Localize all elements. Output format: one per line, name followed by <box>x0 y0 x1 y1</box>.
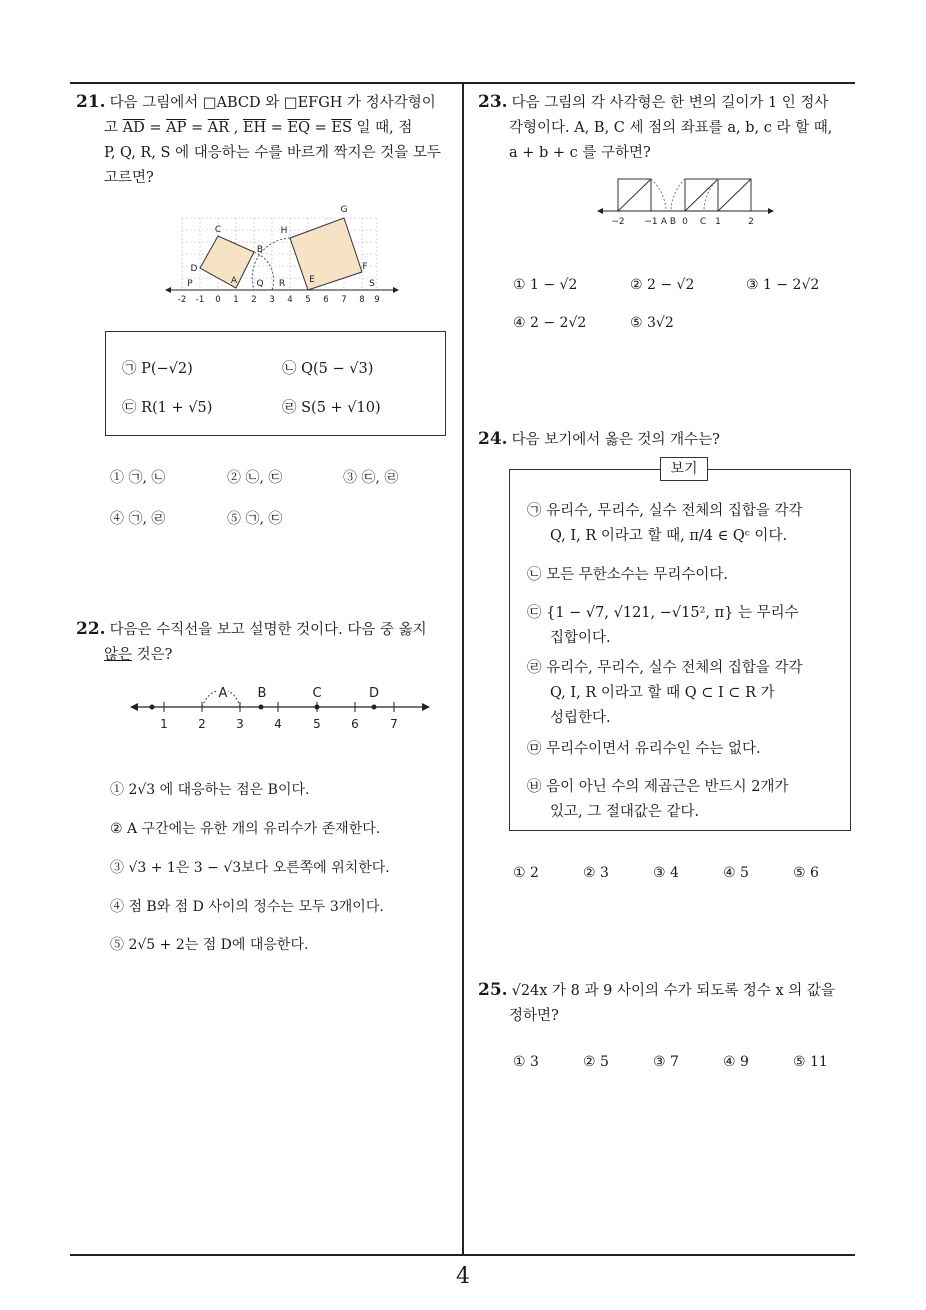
q23-choice-4[interactable]: ④ 2 − 2√2 <box>513 315 587 331</box>
q21-number: 21. <box>76 92 106 112</box>
tick-label: 2 <box>748 217 754 227</box>
q21-text: = <box>266 120 288 136</box>
q22-stem <box>76 617 461 668</box>
tick-label: 7 <box>390 717 398 731</box>
fig-tick: -2 <box>177 295 187 305</box>
q21-text: = <box>310 120 332 136</box>
fig-label-h: H <box>280 226 288 236</box>
q21-text: , <box>229 120 243 136</box>
label-b: B <box>669 217 677 227</box>
q24-choice-1[interactable]: ① 2 <box>513 865 539 881</box>
q24-number: 24. <box>478 429 508 449</box>
label-c: C <box>699 217 707 227</box>
fig-label-d: D <box>190 264 198 274</box>
bogi-item-1-cont: Q, I, R 이라고 할 때, π/4 ∈ Qᶜ 이다. <box>550 528 788 544</box>
bogi-item-4-cont: Q, I, R 이라고 할 때 Q ⊂ I ⊂ R 가 <box>550 685 775 701</box>
fig-tick: 1 <box>233 295 239 305</box>
q25-number: 25. <box>478 980 508 1000</box>
bogi-item-6: ㉥ 음이 아닌 수의 제곱근은 반드시 2개가 <box>527 779 789 795</box>
fig-tick: 9 <box>374 295 380 305</box>
q24-choice-5[interactable]: ⑤ 6 <box>793 865 819 881</box>
tick-label: 3 <box>236 717 244 731</box>
segment-es: $\overline{ES}$ <box>331 120 352 136</box>
label-b: B <box>257 686 267 701</box>
q25-choice-4[interactable]: ④ 9 <box>723 1054 749 1070</box>
q21-text: 일 때, 점 <box>351 120 413 136</box>
label-a: A <box>218 686 228 701</box>
tick-label: −2 <box>611 217 625 227</box>
q22-line2: 것은? <box>132 647 173 663</box>
q22-choice-3[interactable]: ③ √3 + 1은 3 − √3보다 오른쪽에 위치한다. <box>110 860 390 876</box>
bogi-item-4-cont2: 성립한다. <box>550 710 611 726</box>
fig-tick: 4 <box>287 295 293 305</box>
q21-choice-3[interactable]: ③ ㉢, ㉣ <box>343 470 399 486</box>
q21-statement-box <box>105 331 446 436</box>
page-number: 4 <box>456 1264 470 1289</box>
q23-line1: 다음 그림의 각 사각형은 한 변의 길이가 1 인 정사 <box>511 95 829 111</box>
q22-emphasis: 않은 <box>104 647 133 663</box>
fig-tick: 6 <box>323 295 329 305</box>
fig-tick: 8 <box>359 295 365 305</box>
label-c: C <box>312 686 322 701</box>
q21-choice-5[interactable]: ⑤ ㉠, ㉢ <box>227 511 283 527</box>
q21-choice-2[interactable]: ② ㉡, ㉢ <box>227 470 283 486</box>
q21-stem <box>76 90 461 191</box>
q25-line2: 정하면? <box>509 1008 559 1024</box>
q23-choice-3[interactable]: ③ 1 − 2√2 <box>746 277 820 293</box>
column-divider <box>462 82 464 1256</box>
label-a: A <box>660 217 668 227</box>
q24-choice-3[interactable]: ③ 4 <box>653 865 679 881</box>
fig-tick: 0 <box>215 295 221 305</box>
fig-label-p: P <box>187 279 193 289</box>
q23-number: 23. <box>478 92 508 112</box>
q22-line1: 다음은 수직선을 보고 설명한 것이다. 다음 중 옳지 <box>109 622 427 638</box>
bogi-item-2: ㉡ 모든 무한소수는 무리수이다. <box>527 567 729 583</box>
fig-tick: 5 <box>305 295 311 305</box>
bogi-item-4: ㉣ 유리수, 무리수, 실수 전체의 집합을 각각 <box>527 660 803 676</box>
fig-tick: 7 <box>341 295 347 305</box>
bottom-rule <box>70 1254 855 1256</box>
bogi-item-6-cont: 있고, 그 절대값은 같다. <box>550 804 700 820</box>
fig-label-f: F <box>362 262 368 272</box>
fig-label-r: R <box>278 279 286 289</box>
fig-label-a: A <box>230 276 238 286</box>
segment-eq: $\overline{EQ}$ <box>287 120 311 136</box>
q21-line3: P, Q, R, S 에 대응하는 수를 바르게 짝지은 것을 모두 <box>104 145 441 161</box>
q22-choice-1[interactable]: ① 2√3 에 대응하는 점은 B이다. <box>110 782 310 798</box>
q23-line2: 각형이다. A, B, C 세 점의 좌표를 a, b, c 라 할 때, <box>509 120 833 136</box>
q25-stem <box>478 978 858 1029</box>
q22-number: 22. <box>76 619 106 639</box>
tick-label: 5 <box>313 717 321 731</box>
q23-choice-1[interactable]: ① 1 − √2 <box>513 277 578 293</box>
q21-line4: 고르면? <box>104 170 154 186</box>
q25-line1: √24x 가 8 과 9 사이의 수가 되도록 정수 x 의 값을 <box>511 983 835 999</box>
segment-eh: $\overline{EH}$ <box>242 120 267 136</box>
q21-statement-4: ㉣ S(5 + √10) <box>282 400 381 416</box>
q21-statement-1: ㉠ P(−√2) <box>122 361 193 377</box>
q22-choice-4[interactable]: ④ 점 B와 점 D 사이의 정수는 모두 3개이다. <box>110 899 384 915</box>
bogi-item-3: ㉢ {1 − √7, √121, −√15², π} 는 무리수 <box>527 605 799 621</box>
fig-label-g: G <box>340 205 348 215</box>
fig-label-c: C <box>214 225 222 235</box>
bogi-item-5: ㉤ 무리수이면서 유리수인 수는 없다. <box>527 741 761 757</box>
q23-line3: a + b + c 를 구하면? <box>509 145 651 161</box>
tick-label: 6 <box>351 717 359 731</box>
q22-choice-2[interactable]: ② A 구간에는 유한 개의 유리수가 존재한다. <box>110 821 381 837</box>
q25-choice-3[interactable]: ③ 7 <box>653 1054 679 1070</box>
segment-ap: $\overline{AP}$ <box>166 120 187 136</box>
q21-text: 고 <box>104 120 123 136</box>
tick-label: 0 <box>682 217 688 227</box>
q24-bogi-label: 보기 <box>660 457 708 481</box>
q21-choice-4[interactable]: ④ ㉠, ㉣ <box>110 511 166 527</box>
fig-tick: 3 <box>269 295 275 305</box>
q22-choice-5[interactable]: ⑤ 2√5 + 2는 점 D에 대응한다. <box>110 937 309 953</box>
tick-label: 1 <box>160 717 168 731</box>
q23-figure <box>596 175 776 230</box>
q24-stem <box>478 427 858 453</box>
segment-ar: $\overline{AR}$ <box>207 120 230 136</box>
q23-stem <box>478 90 858 166</box>
q21-line1: 다음 그림에서 □ABCD 와 □EFGH 가 정사각형이 <box>109 95 436 111</box>
q25-choice-1[interactable]: ① 3 <box>513 1054 539 1070</box>
q25-choice-2[interactable]: ② 5 <box>583 1054 609 1070</box>
bogi-item-1: ㉠ 유리수, 무리수, 실수 전체의 집합을 각각 <box>527 503 803 519</box>
q21-choice-1[interactable]: ① ㉠, ㉡ <box>110 470 166 486</box>
q23-choice-5[interactable]: ⑤ 3√2 <box>630 315 674 331</box>
tick-label: 4 <box>274 717 282 731</box>
q24-choice-2[interactable]: ② 3 <box>583 865 609 881</box>
fig-label-q: Q <box>256 279 264 289</box>
segment-ad: $\overline{AD}$ <box>122 120 145 136</box>
fig-label-b: B <box>256 245 264 255</box>
q21-text: = <box>144 120 167 136</box>
fig-label-s: S <box>369 279 375 289</box>
q21-statement-3: ㉢ R(1 + √5) <box>122 400 213 416</box>
q23-choice-2[interactable]: ② 2 − √2 <box>630 277 695 293</box>
fig-label-e: E <box>309 275 315 285</box>
tick-label: 2 <box>198 717 206 731</box>
q24-choice-4[interactable]: ④ 5 <box>723 865 749 881</box>
tick-label: 1 <box>715 217 721 227</box>
fig-tick: 2 <box>251 295 257 305</box>
q21-statement-2: ㉡ Q(5 − √3) <box>282 361 374 377</box>
fig-tick: -1 <box>195 295 205 305</box>
q24-line1: 다음 보기에서 옳은 것의 개수는? <box>511 432 720 448</box>
q21-text: = <box>186 120 208 136</box>
q21-figure <box>162 200 402 310</box>
tick-label: −1 <box>644 217 658 227</box>
bogi-item-3-cont: 집합이다. <box>550 630 611 646</box>
q22-number-line <box>128 682 433 732</box>
label-d: D <box>368 686 380 701</box>
q25-choice-5[interactable]: ⑤ 11 <box>793 1054 828 1070</box>
